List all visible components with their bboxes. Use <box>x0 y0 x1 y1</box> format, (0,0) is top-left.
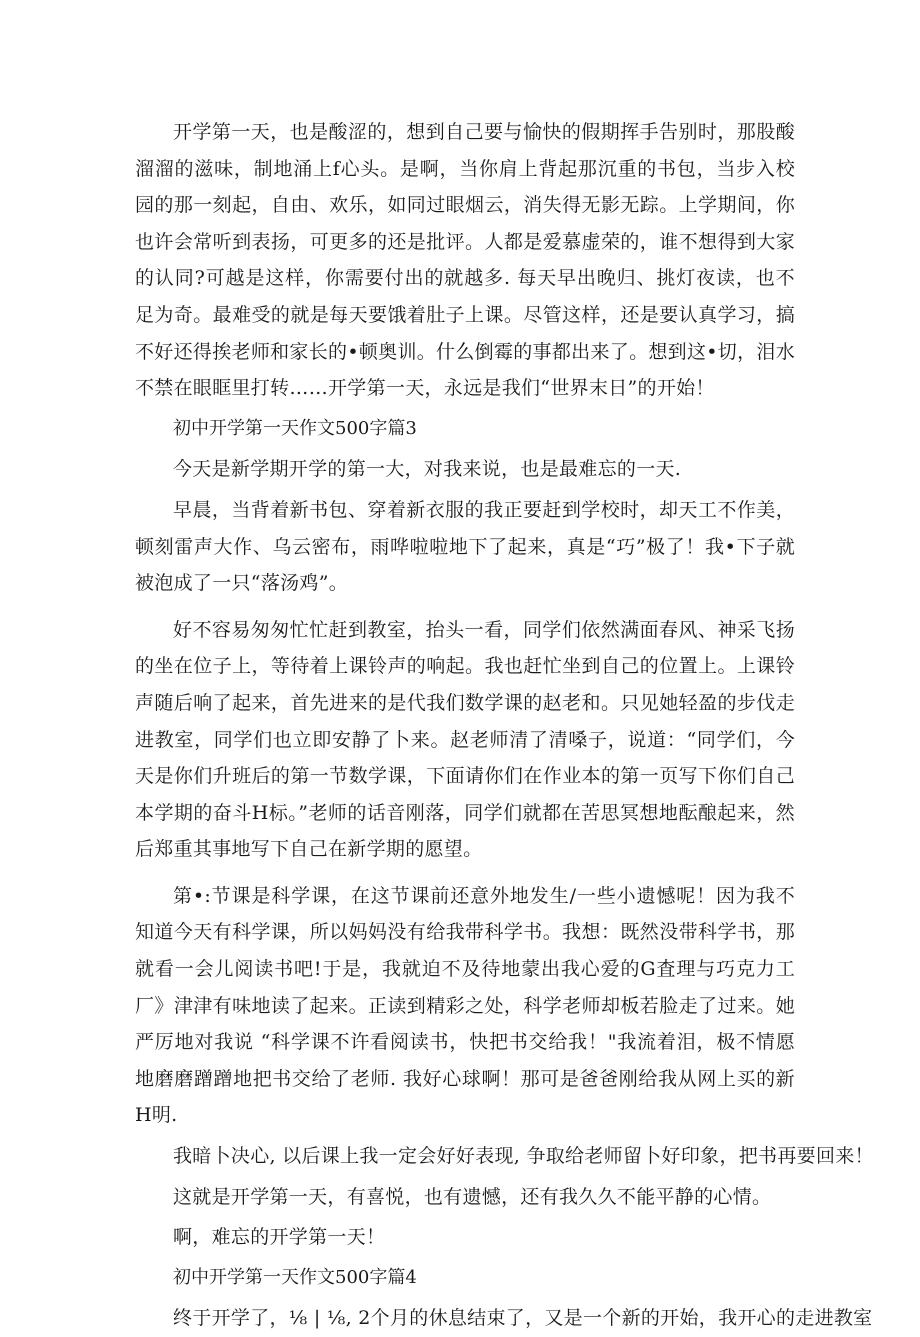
paragraph-8: 啊，难忘的开学第一天！ <box>173 1226 386 1249</box>
paragraph-5: 第•:节课是科学课，在这节课前还意外地发生/一些小遗憾呢！因为我不知道今天有科学课，所以妈妈没有给我带科学书。我想：既然没带科学书，那就看一会儿阅读书吧!于是，我就迫不及待地蒙出我心爱的G査理与巧克力工厂》津津有味地读了起来。正读到精彩之处，科学老师却板若脸走了过来。她严厉地对我说 “科学课不许看阅读书，快把书交给我！"我流着泪，极不情愿地磨磨蹭蹭地把书交给了老师. 我好心球啊！那可是爸爸刚给我从网上买的新H明. <box>135 884 795 1127</box>
section-heading-3: 初中开学第一天作文500字篇3 <box>173 417 417 439</box>
document-page <box>135 114 874 1337</box>
paragraph-3: 早晨，当背着新书包、穿着新衣服的我正要赶到学校时，却天工不作美，顿刻雷声大作、乌云密布，雨哗啦啦地下了起来，真是“巧”极了！我•下子就被泡成了一只“落汤鸡”。 <box>135 498 795 595</box>
paragraph-1: 开学第一天，也是酸涩的，想到自己要与愉快的假期挥手告别时，那股酸溜溜的滋味，制地涌上f心头。是啊，当你肩上背起那沉重的书包，当步入校园的那一刻起，自由、欢乐，如同过眼烟云，消失得无影无踪。上学期间，你也许会常听到表扬，可更多的还是批评。人都是爱慕虚荣的，谁不想得到大家的认同?可越是这样，你需要付出的就越多. 每天早出晚归、挑灯夜读，也不足为奇。最难受的就是每天要饿着肚子上课。尽管这样，还是要认真学习，搞不好还得挨老师和家长的•顿奥训。什么倒霉的事都出来了。想到这•切，泪水不禁在眼眶里打转……开学第一天，永远是我们“世界末日”的开始！ <box>135 121 795 400</box>
paragraph-7: 这就是开学第一天，有喜悦，也有遗憾，还有我久久不能平静的心情。 <box>173 1185 772 1208</box>
paragraph-9: 终于开学了，⅛ | ⅛, 2个月的休息结束了，又是一个新的开始，我开心的走进教室 <box>173 1307 873 1330</box>
paragraph-2: 今天是新学期开学的第一大，对我来说，也是最难忘的一天. <box>173 458 682 481</box>
section-heading-4: 初中开学第一天作文500字篇4 <box>173 1266 417 1288</box>
paragraph-6: 我暗卜决心, 以后课上我一定会好好表现, 争取给老师留卜好印象，把书再要回来！ <box>173 1145 874 1168</box>
paragraph-4: 好不容易匆匆忙忙赶到教室，抬头一看，同学们依然满面春风、神采飞扬的坐在位子上，等待着上课铃声的响起。我也赶忙坐到自己的位置上。上课铃声随后响了起来，首先进来的是代我们数学课的赵老和。只见她轻盈的步伐走进教室，同学们也立即安静了卜来。赵老师清了清嗓子，说道：“同学们，今天是你们升班后的第一节数学课，下面请你们在作业本的第一页写下你们自己本学期的奋斗H标。”老师的话音刚落，同学们就都在苦思冥想地酝酿起来，然后郑重其事地写下自己在新学期的愿望。 <box>135 618 795 861</box>
